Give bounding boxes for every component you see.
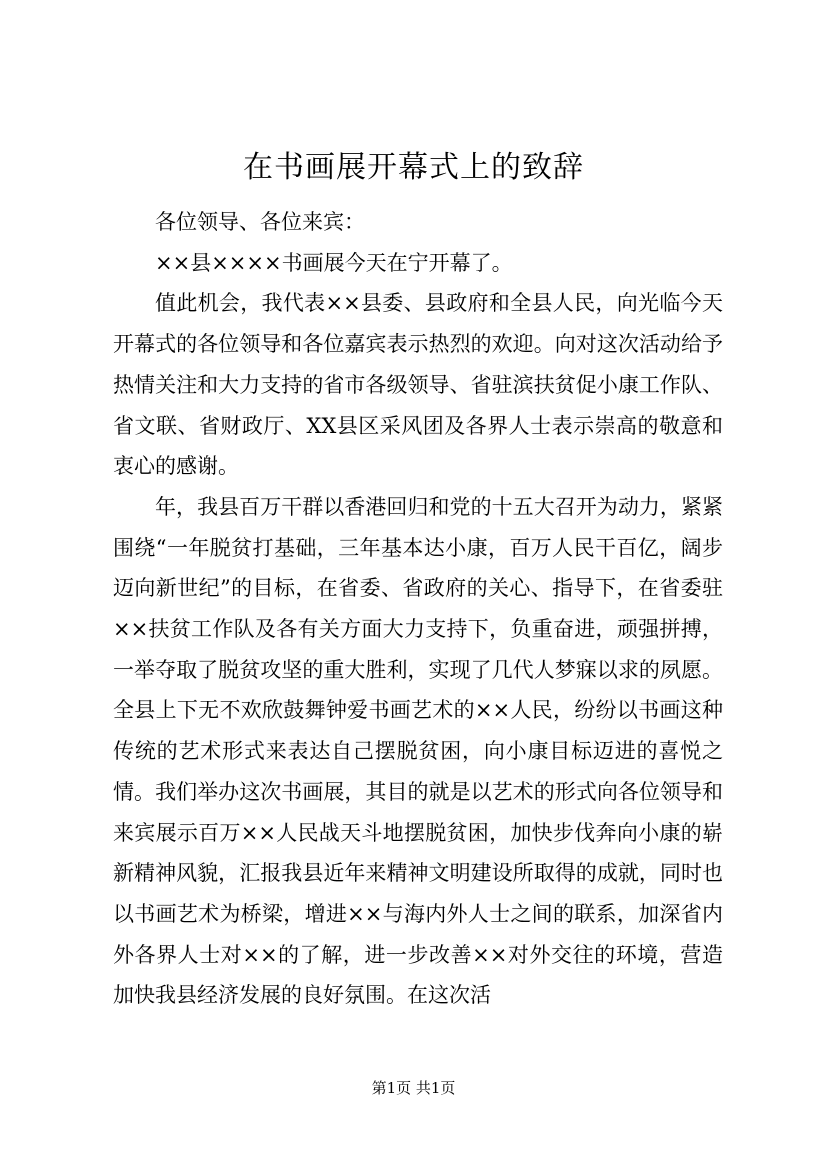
welcome-paragraph: 值此机会，我代表××县委、县政府和全县人民，向光临今天开幕式的各位领导和各位嘉宾表示热烈的欢迎。向对这次活动给予热情关注和大力支持的省市各级领导、省驻滨扶贫促小康工作队、省文联、省财政厅、XX县区采风团及各界人士表示崇高的敬意和衷心的感谢。	[113, 291, 723, 479]
document-body	[113, 202, 723, 1016]
salutation-paragraph: 各位领导、各位来宾：	[155, 210, 365, 234]
page-number-footer: 第1页 共1页	[371, 1079, 456, 1097]
document-title: 在书画展开幕式上的致辞	[243, 150, 584, 185]
achievement-paragraph: 年，我县百万干群以香港回归和党的十五大召开为动力，紧紧围绕“一年脱贫打基础，三年基本达小康，百万人民干百亿，阔步迈向新世纪”的目标，在省委、省政府的关心、指导下，在省委驻××扶贫工作队及各有关方面大力支持下，负重奋进，顽强拼搏，一举夺取了脱贫攻坚的重大胜利，实现了几代人梦寐以求的夙愿。全县上下无不欢欣鼓舞钟爱书画艺术的××人民，纷纷以书画这种传统的艺术形式来表达自己摆脱贫困，向小康目标迈进的喜悦之情。我们举办这次书画展，其目的就是以艺术的形式向各位领导和来宾展示百万××人民战天斗地摆脱贫困，加快步伐奔向小康的崭新精神风貌，汇报我县近年来精神文明建设所取得的成就，同时也以书画艺术为桥梁，增进××与海内外人士之间的联系，加深省内外各界人士对××的了解，进一步改善××对外交往的环境，营造加快我县经济发展的良好氛围。在这次活	[113, 494, 723, 1008]
opening-paragraph: ××县××××书画展今天在宁开幕了。	[155, 250, 513, 275]
